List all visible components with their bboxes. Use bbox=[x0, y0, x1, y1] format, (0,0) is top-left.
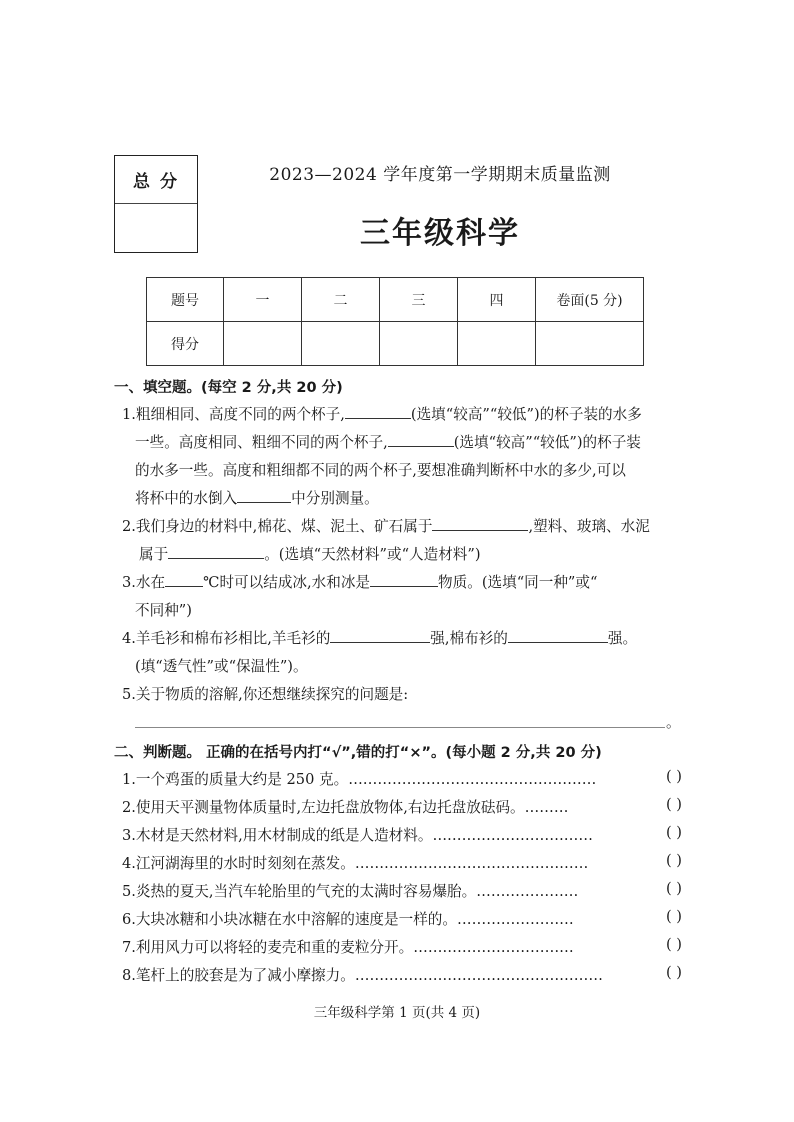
q4-text-3: 强。 bbox=[607, 630, 638, 647]
q2-text-1: 2.我们身边的材料中,棉花、煤、泥土、矿石属于 bbox=[122, 518, 433, 535]
judge-item-2-dots: ……… bbox=[524, 799, 569, 816]
q1-text-1: 1.粗细相同、高度不同的两个杯子, bbox=[122, 406, 345, 423]
judge-item-8-answer[interactable]: ( ) bbox=[665, 964, 682, 981]
exam-header: 2023—2024 学年度第一学期期末质量监测 bbox=[269, 165, 611, 185]
q1-text-2: (选填“较高”“较低”)的杯子装的水多 bbox=[410, 406, 642, 423]
q3-blank-2[interactable] bbox=[370, 570, 438, 587]
judge-item-5-text: 5.炎热的夏天,当汽车轮胎里的气充的太满时容易爆胎。 bbox=[122, 883, 477, 900]
score-table-header-row bbox=[147, 278, 644, 322]
q3-text-2: ℃时可以结成冰,水和冰是 bbox=[203, 574, 371, 591]
column-header-3: 三 bbox=[380, 278, 458, 322]
total-score-value[interactable] bbox=[115, 204, 197, 252]
section2-heading: 二、判断题。 正确的在括号内打“√”,错的打“×”。(每小题 2 分,共 20 分) bbox=[114, 745, 602, 761]
exam-title: 三年级科学 bbox=[360, 216, 520, 251]
column-header-1: 一 bbox=[224, 278, 302, 322]
judge-item-8-text: 8.笔杆上的胶套是为了减小摩擦力。 bbox=[122, 967, 355, 984]
q3-blank-1[interactable] bbox=[165, 570, 203, 587]
judge-item-6-answer[interactable]: ( ) bbox=[665, 908, 682, 925]
judge-item-7-answer[interactable]: ( ) bbox=[665, 936, 682, 953]
q1-blank-2[interactable] bbox=[388, 430, 454, 447]
judge-item-4-answer[interactable]: ( ) bbox=[665, 852, 682, 869]
score-cell-3[interactable] bbox=[380, 322, 458, 366]
judge-item-6 bbox=[122, 908, 682, 936]
question-4-line-2: (填“透气性”或“保温性”)。 bbox=[135, 658, 308, 675]
q4-blank-1[interactable] bbox=[330, 626, 430, 643]
judge-item-8-dots: …………………………………………… bbox=[354, 967, 603, 984]
question-1-line-1 bbox=[122, 401, 642, 429]
question-1-line-4 bbox=[135, 485, 379, 513]
score-cell-4[interactable] bbox=[458, 322, 536, 366]
question-1-line-2 bbox=[135, 429, 641, 457]
q1-blank-3[interactable] bbox=[237, 486, 291, 503]
question-4-line-1 bbox=[122, 625, 637, 653]
judge-item-1-text: 1.一个鸡蛋的质量大约是 250 克。 bbox=[122, 771, 349, 788]
judge-item-4-dots: ………………………………………… bbox=[354, 855, 589, 872]
score-cell-neatness[interactable] bbox=[536, 322, 644, 366]
q2-text-4: 。(选填“天然材料”或“人造材料”) bbox=[264, 546, 481, 563]
judge-item-2-text: 2.使用天平测量物体质量时,左边托盘放物体,右边托盘放砝码。 bbox=[122, 799, 525, 816]
q4-blank-2[interactable] bbox=[508, 626, 608, 643]
q4-text-2: 强,棉布衫的 bbox=[430, 630, 508, 647]
q1-text-4: (选填“较高”“较低”)的杯子装 bbox=[453, 434, 641, 451]
judge-item-3-dots: …………………………… bbox=[432, 827, 593, 844]
section1-heading: 一、填空题。(每空 2 分,共 20 分) bbox=[114, 380, 343, 396]
page-footer: 三年级科学第 1 页(共 4 页) bbox=[313, 1005, 481, 1021]
judge-item-4 bbox=[122, 852, 682, 880]
judge-item-2-answer[interactable]: ( ) bbox=[665, 796, 682, 813]
question-5-line-1: 5.关于物质的溶解,你还想继续探究的问题是: bbox=[122, 686, 409, 703]
judge-item-2 bbox=[122, 796, 682, 824]
judge-item-5 bbox=[122, 880, 682, 908]
judge-item-1-answer[interactable]: ( ) bbox=[665, 768, 682, 785]
judge-item-4-text: 4.江河湖海里的水时时刻刻在蒸发。 bbox=[122, 855, 355, 872]
judge-item-8 bbox=[122, 964, 682, 992]
judge-item-6-dots: …………………… bbox=[457, 911, 574, 928]
q1-blank-1[interactable] bbox=[345, 402, 411, 419]
judge-item-5-answer[interactable]: ( ) bbox=[665, 880, 682, 897]
column-header-2: 二 bbox=[302, 278, 380, 322]
question-2-line-1 bbox=[122, 513, 650, 541]
q1-text-3: 一些。高度相同、粗细不同的两个杯子, bbox=[135, 434, 388, 451]
q5-answer-line[interactable] bbox=[135, 727, 665, 728]
total-score-box bbox=[114, 155, 198, 253]
question-3-line-2: 不同种”) bbox=[135, 602, 192, 619]
q2-text-2: ,塑料、玻璃、水泥 bbox=[528, 518, 650, 535]
judge-item-3-text: 3.木材是天然材料,用木材制成的纸是人造材料。 bbox=[122, 827, 433, 844]
score-table-score-row bbox=[147, 322, 644, 366]
q4-text-1: 4.羊毛衫和棉布衫相比,羊毛衫的 bbox=[122, 630, 331, 647]
score-cell-2[interactable] bbox=[302, 322, 380, 366]
judge-item-5-dots: ………………… bbox=[476, 883, 579, 900]
judge-item-7-dots: …………………………… bbox=[413, 939, 574, 956]
q2-blank-2[interactable] bbox=[168, 542, 264, 559]
q2-blank-1[interactable] bbox=[432, 514, 528, 531]
q5-end-mark: 。 bbox=[666, 714, 681, 731]
judge-item-7 bbox=[122, 936, 682, 964]
question-2-line-2 bbox=[139, 541, 481, 569]
judge-item-3 bbox=[122, 824, 682, 852]
q3-text-3: 物质。(选填“同一种”或“ bbox=[438, 574, 598, 591]
q1-text-6: 将杯中的水倒入 bbox=[135, 490, 238, 507]
column-header-4: 四 bbox=[458, 278, 536, 322]
row-header-score: 得分 bbox=[147, 322, 224, 366]
judge-item-7-text: 7.利用风力可以将轻的麦壳和重的麦粒分开。 bbox=[122, 939, 414, 956]
score-table bbox=[146, 277, 644, 366]
total-score-label: 总分 bbox=[115, 156, 197, 204]
question-3-line-1 bbox=[122, 569, 597, 597]
judge-item-3-answer[interactable]: ( ) bbox=[665, 824, 682, 841]
q3-text-1: 3.水在 bbox=[122, 574, 166, 591]
question-1-line-3: 的水多一些。高度和粗细都不同的两个杯子,要想准确判断杯中水的多少,可以 bbox=[135, 462, 626, 479]
column-header-neatness: 卷面(5 分) bbox=[536, 278, 644, 322]
q1-text-7: 中分别测量。 bbox=[291, 490, 379, 507]
judge-item-1-dots: …………………………………………… bbox=[348, 771, 597, 788]
row-header-question-number: 题号 bbox=[147, 278, 224, 322]
score-cell-1[interactable] bbox=[224, 322, 302, 366]
judge-item-6-text: 6.大块冰糖和小块冰糖在水中溶解的速度是一样的。 bbox=[122, 911, 457, 928]
judge-item-1 bbox=[122, 768, 682, 796]
q2-text-3: 属于 bbox=[139, 546, 169, 563]
